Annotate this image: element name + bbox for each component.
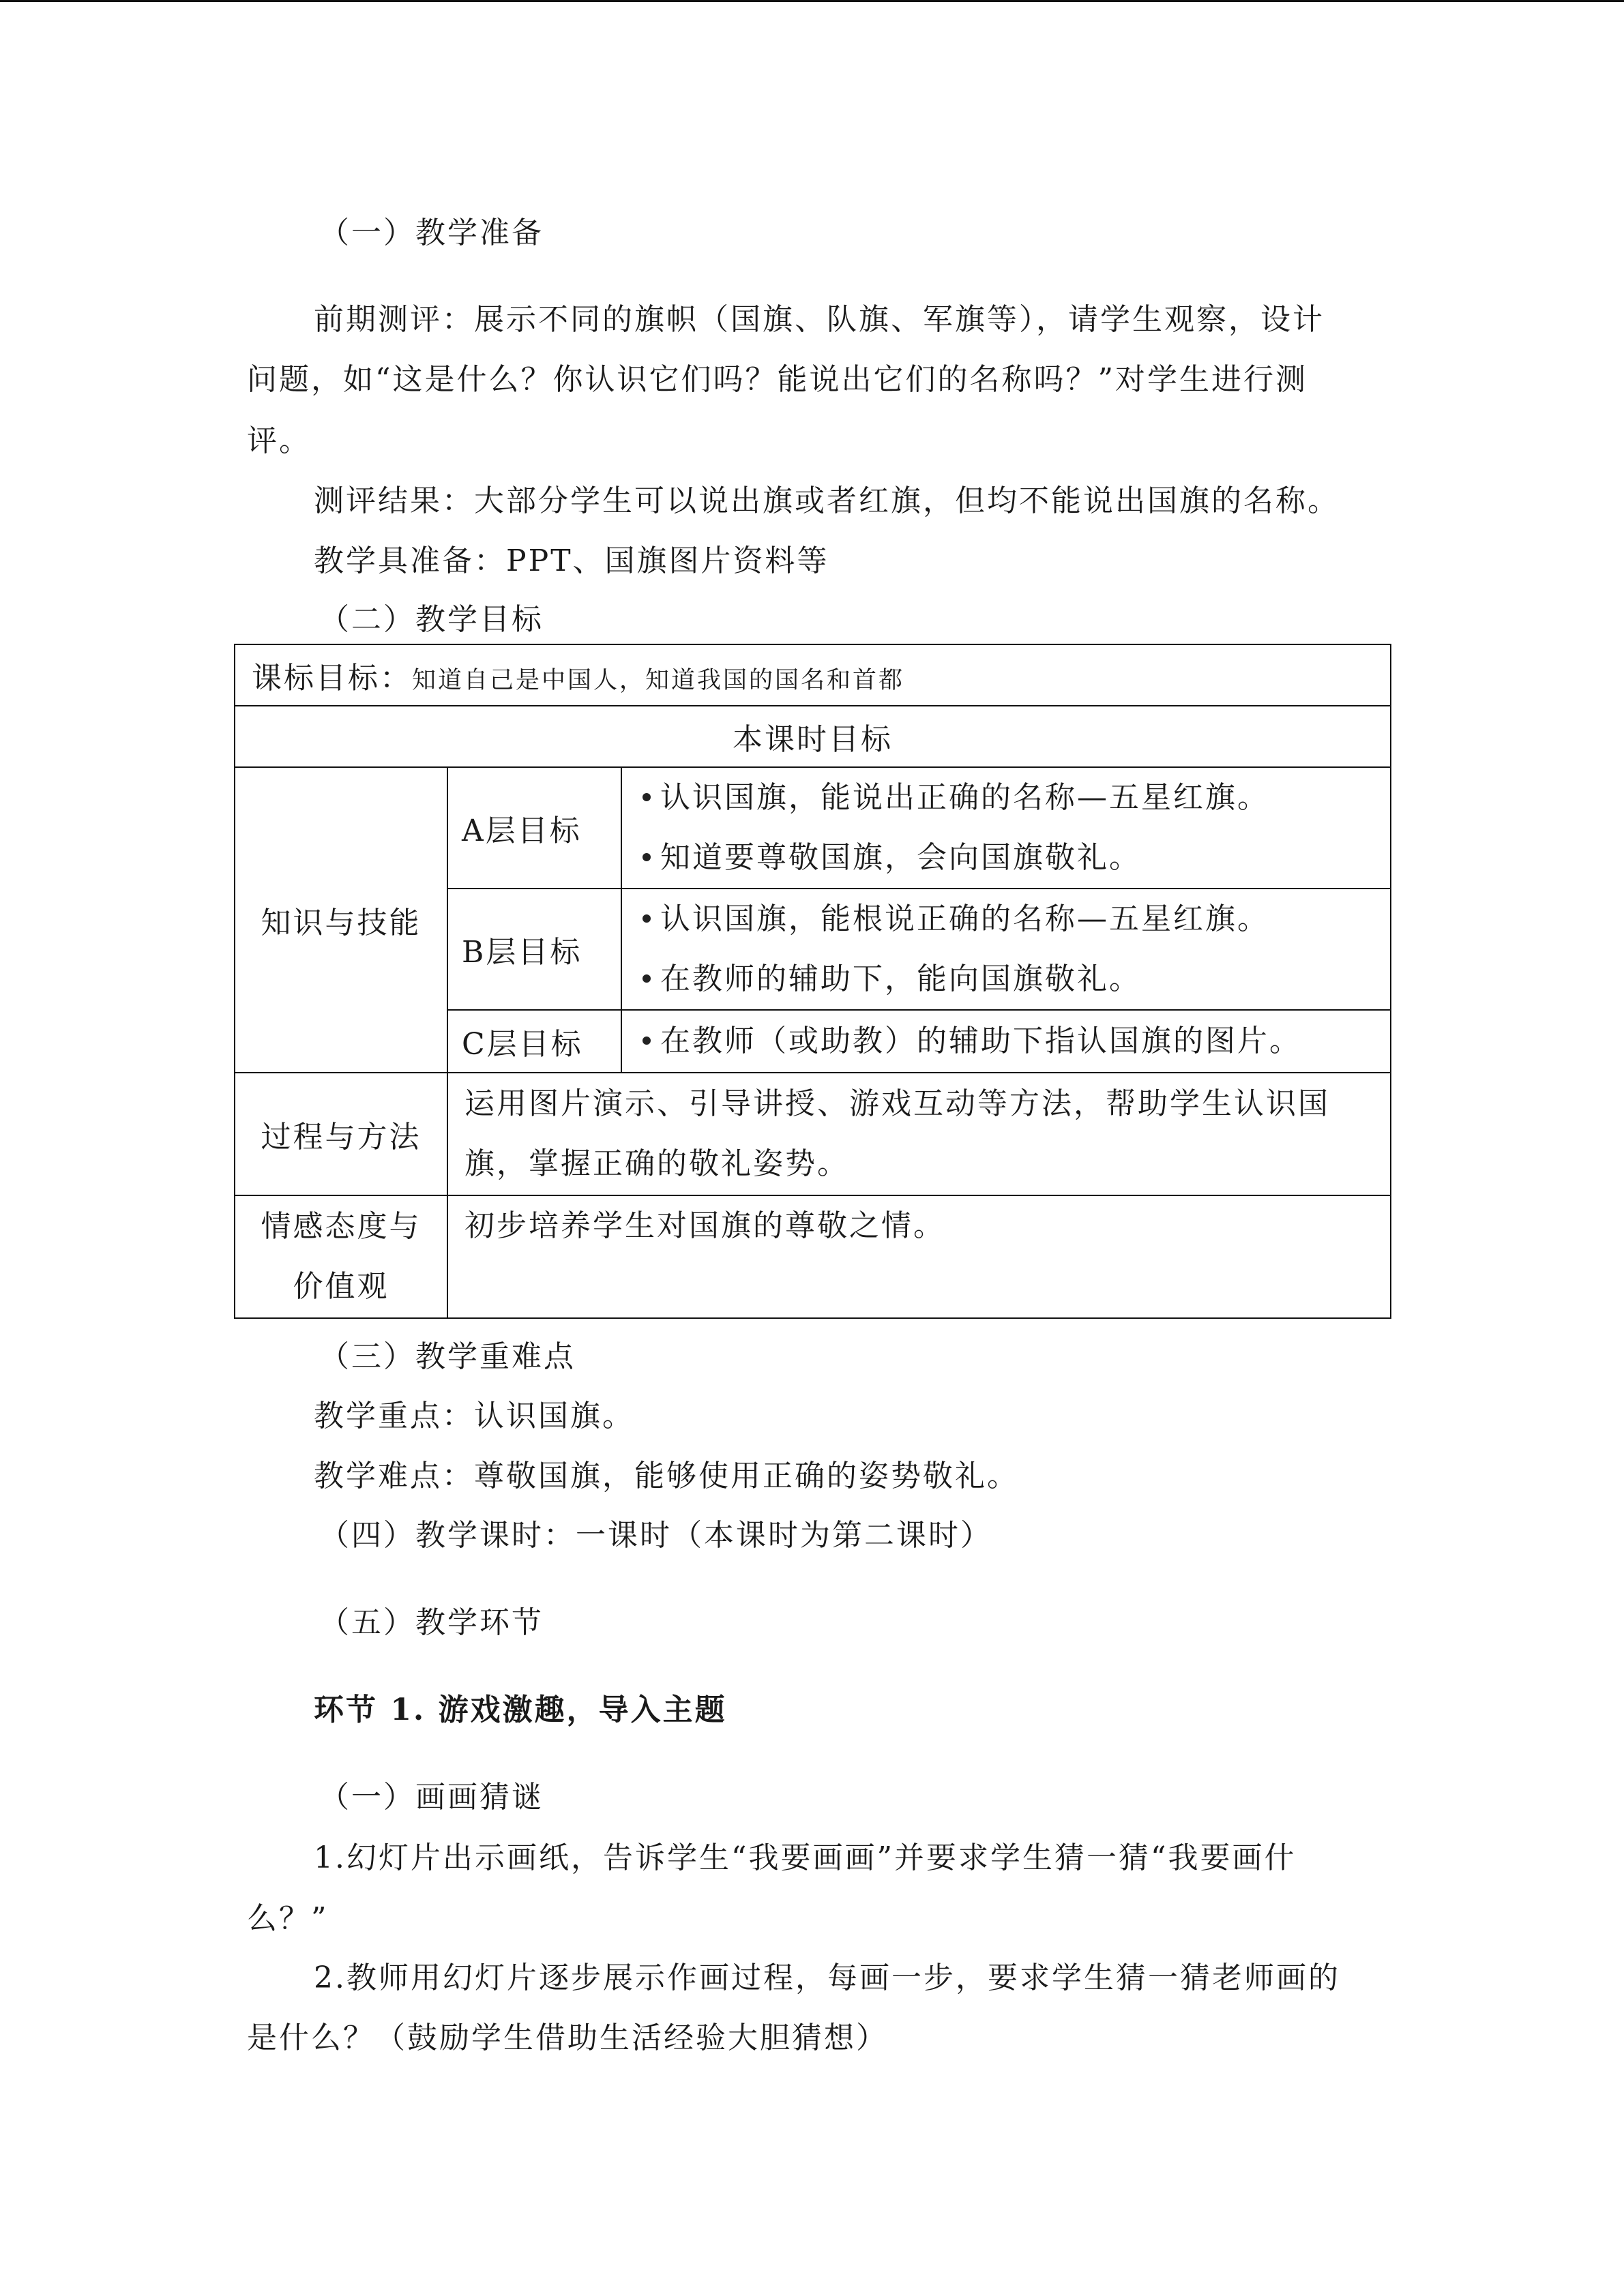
bullet-icon	[643, 1037, 651, 1045]
page-top-border	[0, 0, 1624, 2]
item-1-line-1: 1.幻灯片出示画纸，告诉学生“我要画画”并要求学生猜一猜“我要画什	[314, 1840, 1297, 1875]
list-item: 认识国旗，能说出正确的名称—五星红旗。	[636, 768, 1383, 828]
list-item: 在教师（或助教）的辅助下指认国旗的图片。	[636, 1013, 1383, 1070]
table-row	[235, 1073, 1391, 1195]
level-a-label: A层目标	[447, 767, 621, 889]
knowledge-skills-label: 知识与技能	[235, 767, 447, 1073]
list-item: 在教师的辅助下，能向国旗敬礼。	[636, 949, 1383, 1009]
standard-goal-label: 课标目标：	[252, 661, 412, 696]
table-row	[235, 706, 1391, 767]
item-1-line-2: 么？”	[247, 1901, 329, 1936]
level-a-goals	[621, 767, 1391, 889]
list-item: 知道要尊敬国旗，会向国旗敬礼。	[636, 828, 1383, 888]
bullet-icon	[643, 793, 651, 801]
pre-test-line-2: 问题，如“这是什么？你认识它们吗？能说出它们的名称吗？”对学生进行测	[247, 362, 1308, 397]
item-2-line-2: 是什么？（鼓励学生借助生活经验大胆猜想）	[247, 2021, 888, 2055]
lesson-goal-title: 本课时目标	[235, 706, 1391, 767]
pre-test-line-1: 前期测评：展示不同的旗帜（国旗、队旗、军旗等），请学生观察，设计	[314, 302, 1325, 337]
level-c-goals	[621, 1010, 1391, 1073]
level-c-label: C层目标	[447, 1010, 621, 1073]
item-2-line-1: 2.教师用幻灯片逐步展示作画过程，每画一步，要求学生猜一猜老师画的	[314, 1960, 1340, 1995]
test-result: 测评结果：大部分学生可以说出旗或者红旗，但均不能说出国旗的名称。	[314, 483, 1340, 518]
standard-goal-text: 知道自己是中国人，知道我国的国名和首都	[412, 667, 905, 694]
emotion-values-text: 初步培养学生对国旗的尊敬之情。	[447, 1195, 1391, 1318]
teaching-tools: 教学具准备：PPT、国旗图片资料等	[314, 543, 829, 578]
table-row	[235, 1195, 1391, 1318]
standard-goal-cell	[235, 644, 1391, 706]
table-row	[235, 767, 1391, 889]
process-method-label: 过程与方法	[235, 1073, 447, 1195]
step-1-title: 环节 1. 游戏激趣，导入主题	[314, 1693, 727, 1727]
sub-heading-draw-guess: （一）画画猜谜	[319, 1780, 544, 1815]
process-method-text: 运用图片演示、引导讲授、游戏互动等方法，帮助学生认识国 旗，掌握正确的敬礼姿势。	[447, 1073, 1391, 1195]
list-item: 认识国旗，能根说正确的名称—五星红旗。	[636, 889, 1383, 949]
lesson-hours: （四）教学课时：一课时（本课时为第二课时）	[319, 1518, 992, 1553]
prep-heading: （一）教学准备	[319, 215, 544, 250]
table-row	[235, 644, 1391, 706]
level-b-goals	[621, 889, 1391, 1010]
emotion-values-label: 情感态度与 价值观	[235, 1195, 447, 1318]
bullet-icon	[643, 974, 651, 983]
bullet-icon	[643, 853, 651, 861]
bullet-icon	[643, 914, 651, 923]
teaching-difficulty: 教学难点：尊敬国旗，能够使用正确的姿势敬礼。	[314, 1459, 1019, 1493]
objectives-table	[234, 644, 1391, 1319]
objectives-heading: （二）教学目标	[319, 602, 544, 637]
sections-heading: （五）教学环节	[319, 1605, 544, 1640]
level-b-label: B层目标	[447, 889, 621, 1010]
key-points-heading: （三）教学重难点	[319, 1339, 576, 1374]
pre-test-line-3: 评。	[247, 423, 311, 458]
teaching-focus: 教学重点：认识国旗。	[314, 1399, 634, 1433]
